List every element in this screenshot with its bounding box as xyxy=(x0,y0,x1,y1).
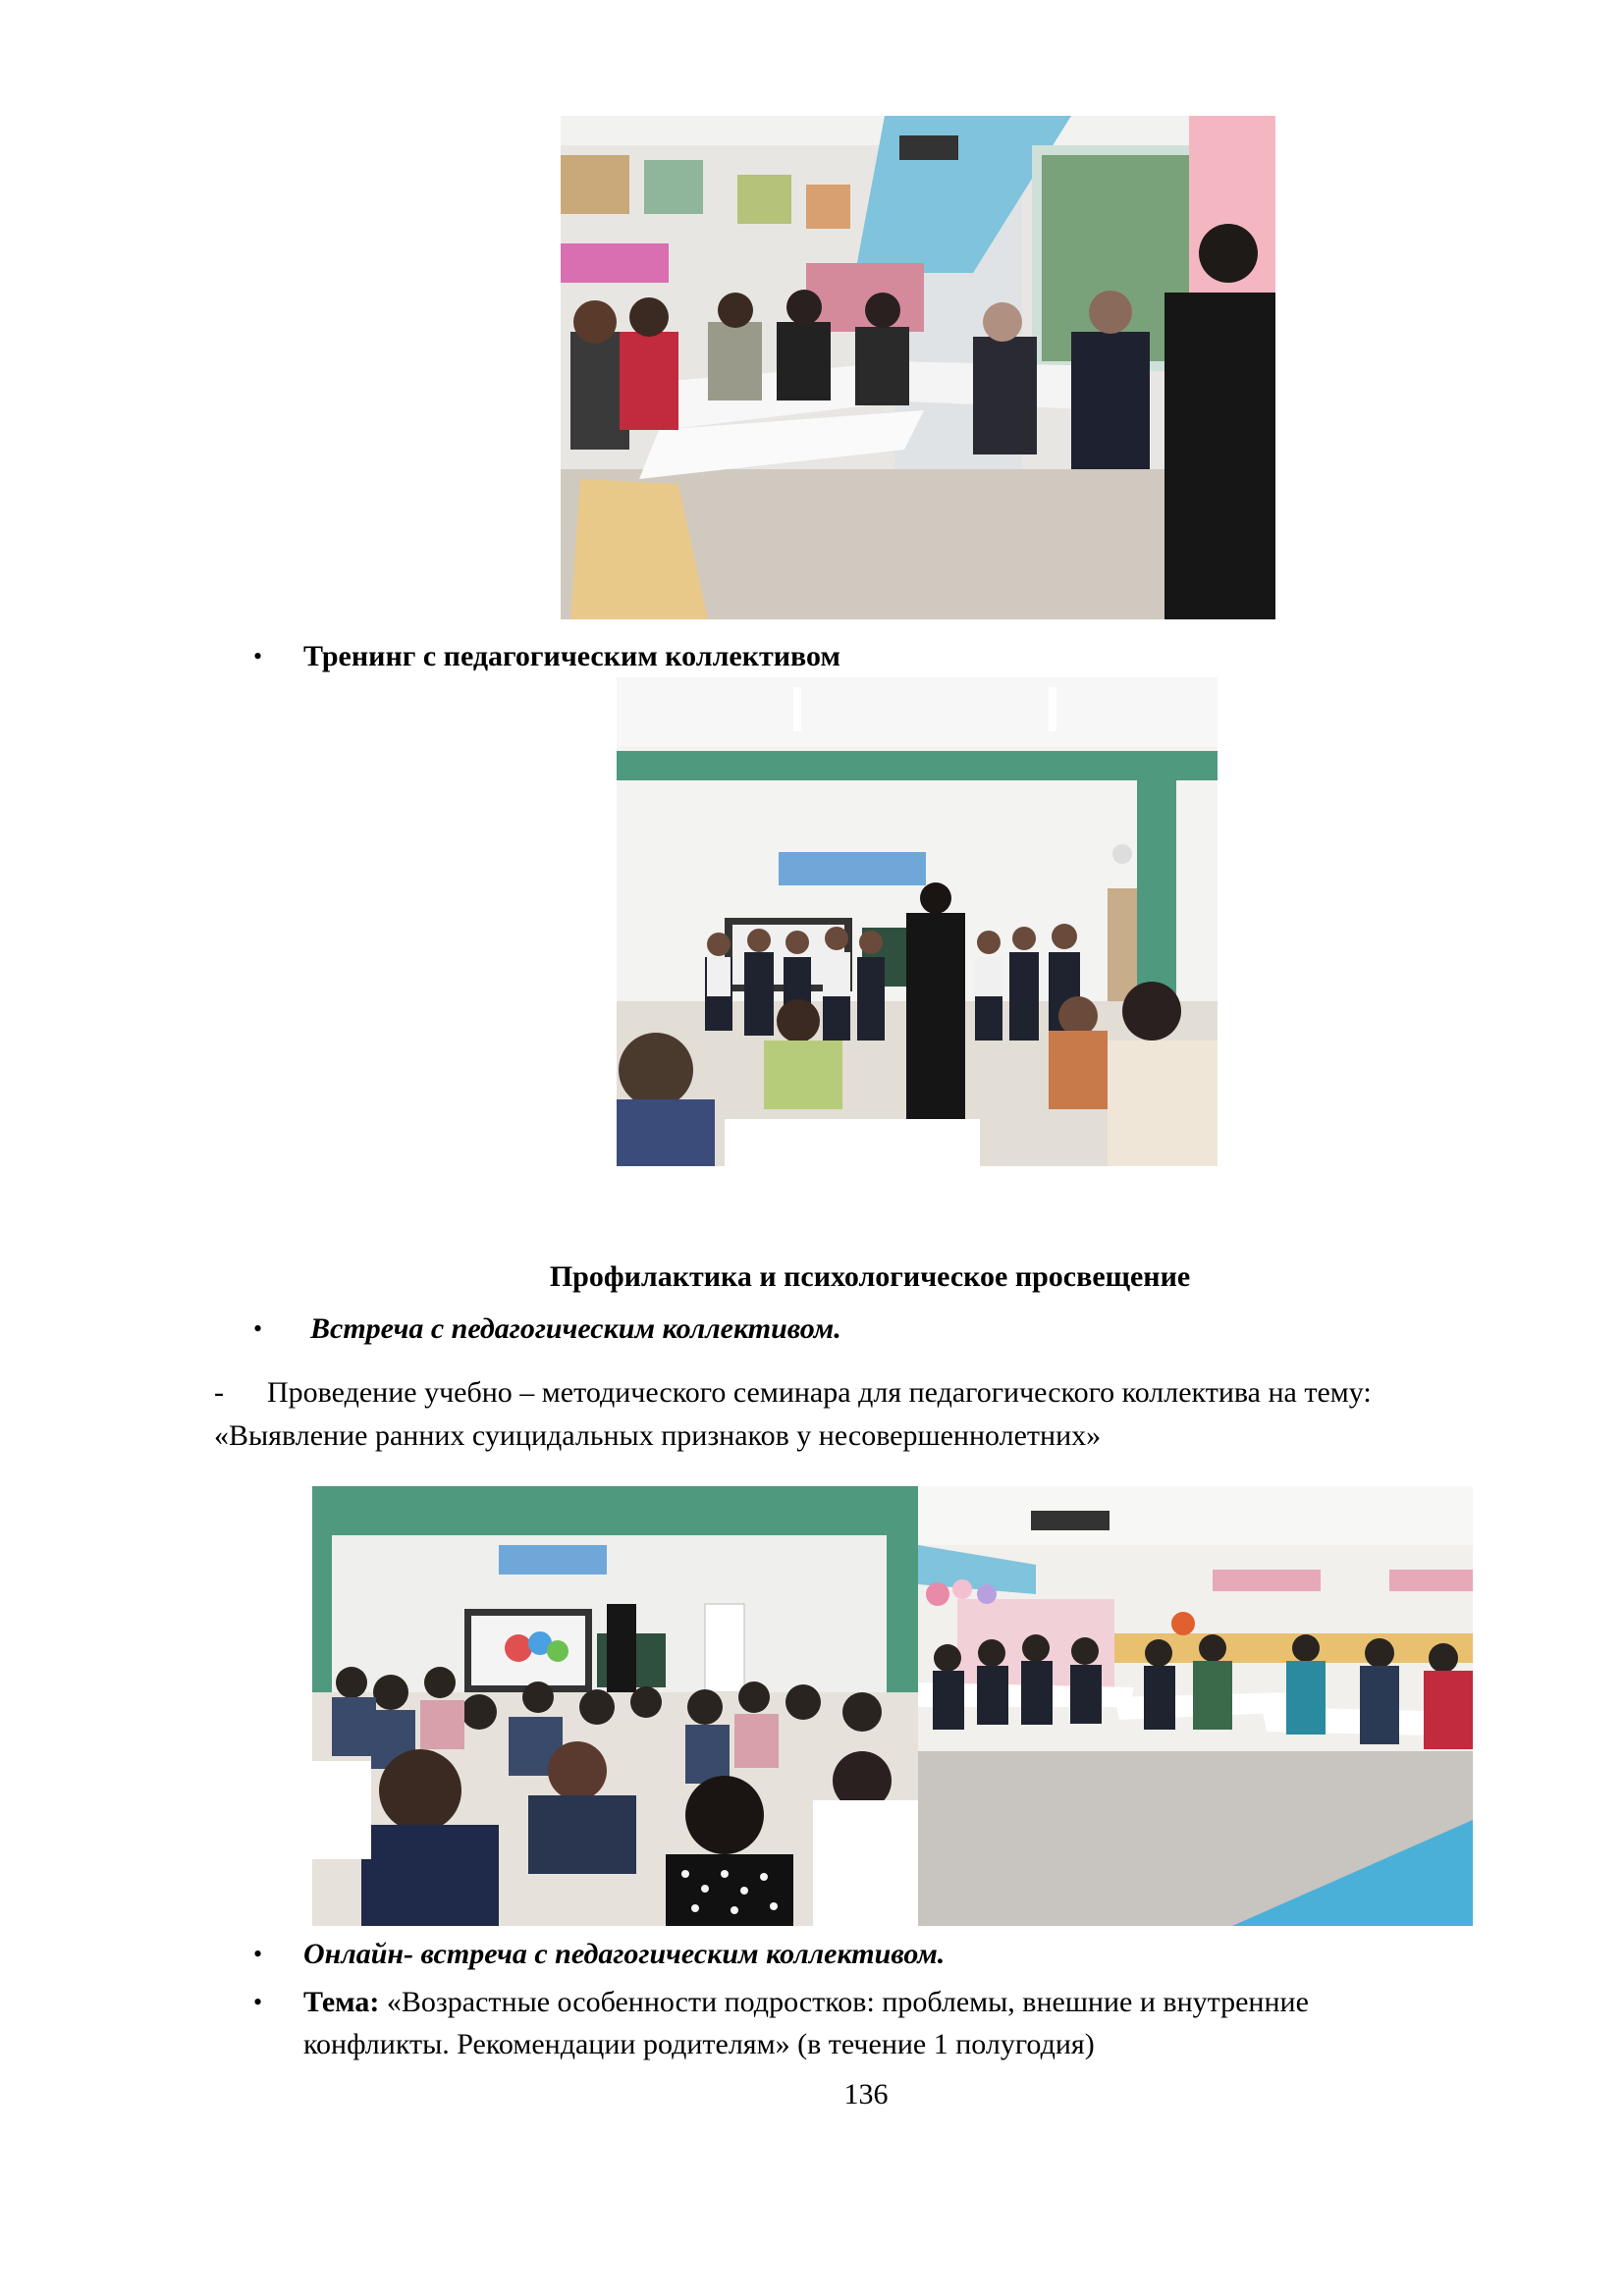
training-caption: Тренинг с педагогическим коллективом xyxy=(303,640,840,672)
page-number: 136 xyxy=(843,2078,889,2110)
bullet-icon: • xyxy=(253,1314,263,1343)
topic-line-2: конфликты. Рекомендации родителям» (в течение 1 полугодия) xyxy=(303,2028,1095,2060)
list-dash: - xyxy=(214,1376,224,1409)
topic-label: Тема: xyxy=(303,1986,380,2018)
online-meeting-caption: Онлайн- встреча с педагогическим коллективом. xyxy=(303,1938,946,1970)
bullet-icon: • xyxy=(253,1988,263,2016)
bullet-icon: • xyxy=(253,642,263,670)
topic-line-1 xyxy=(303,1984,1309,2021)
section-heading: Профилактика и психологическое просвещение xyxy=(549,1260,1191,1293)
meeting-tables-photo xyxy=(918,1486,1473,1926)
staff-group-photo xyxy=(617,677,1218,1166)
seminar-text-line-1: Проведение учебно – методического семинара для педагогического коллектива на тему: xyxy=(267,1376,1372,1409)
seminar-audience-photo xyxy=(312,1486,918,1926)
seminar-text-line-2: «Выявление ранних суицидальных признаков у несовершеннолетних» xyxy=(214,1419,1102,1452)
topic-text-1: «Возрастные особенности подростков: проблемы, внешние и внутренние xyxy=(386,1986,1309,2018)
training-room-photo xyxy=(561,116,1275,619)
bullet-icon: • xyxy=(253,1940,263,1968)
meeting-caption: Встреча с педагогическим коллективом. xyxy=(310,1312,841,1345)
